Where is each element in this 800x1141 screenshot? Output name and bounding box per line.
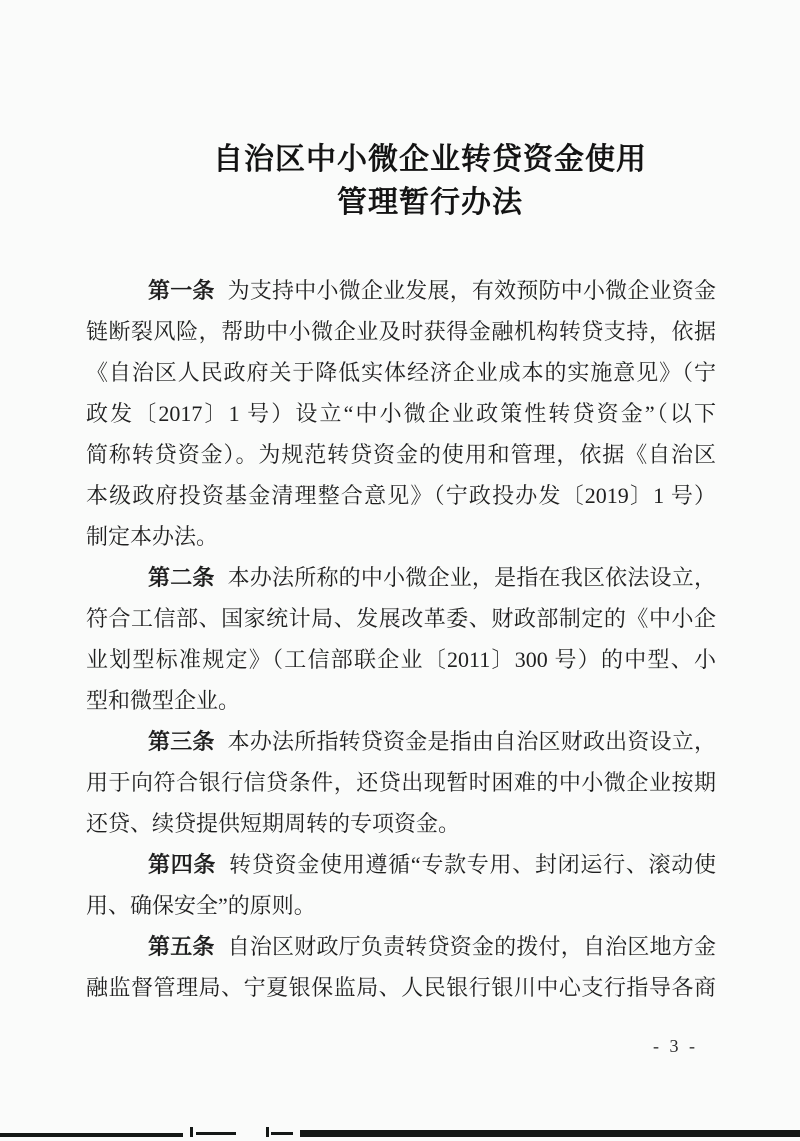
body-line [86, 270, 716, 311]
body-line [86, 844, 716, 885]
article-number: 第三条 [148, 729, 215, 754]
article-number: 第一条 [148, 278, 215, 303]
body-text: 自治区财政厅负责转贷资金的拨付，自治区地方金 [227, 934, 716, 959]
body-line: 用于向符合银行信贷条件，还贷出现暂时困难的中小微企业按期 [86, 770, 716, 795]
body-line: 链断裂风险，帮助中小微企业及时获得金融机构转贷支持，依据 [86, 319, 716, 344]
article-2 [86, 557, 716, 721]
title-line: 自治区中小微企业转贷资金使用 [213, 143, 647, 176]
body-text: 本办法所称的中小微企业，是指在我区依法设立， [227, 565, 716, 590]
body-line: 还贷、续贷提供短期周转的专项资金。 [86, 811, 461, 836]
body-line: 政发〔2017〕1 号）设立“中小微企业政策性转贷资金”（以下 [86, 401, 716, 426]
article-number: 第五条 [148, 934, 215, 959]
body-text: 转贷资金使用遵循“专款专用、封闭运行、滚动使 [229, 852, 716, 877]
body-text: 本办法所指转贷资金是指由自治区财政出资设立， [227, 729, 716, 754]
article-1 [86, 270, 716, 557]
article-number: 第二条 [148, 565, 215, 590]
body-line: 符合工信部、国家统计局、发展改革委、财政部制定的《中小企 [86, 606, 716, 631]
title-line: 管理暂行办法 [337, 186, 523, 219]
body-line [86, 721, 716, 762]
body-line: 融监督管理局、宁夏银保监局、人民银行银川中心支行指导各商 [86, 975, 716, 1000]
scan-edge-artifact [196, 1132, 236, 1135]
scan-edge-artifact [190, 1127, 193, 1137]
article-number: 第四条 [148, 852, 217, 877]
body-line: 业划型标准规定》（工信部联企业〔2011〕300 号）的中型、小 [86, 647, 716, 672]
body-line: 本级政府投资基金清理整合意见》（宁政投办发〔2019〕1 号） [86, 483, 716, 508]
article-4 [86, 844, 716, 926]
body-text: 为支持中小微企业发展，有效预防中小微企业资金 [227, 278, 716, 303]
scan-edge-artifact [266, 1127, 269, 1137]
body-line: 简称转贷资金）。为规范转贷资金的使用和管理，依据《自治区 [86, 442, 716, 467]
document-title [86, 138, 716, 224]
scan-edge-artifact [300, 1130, 800, 1137]
article-3 [86, 721, 716, 844]
body-line: 《自治区人民政府关于降低实体经济企业成本的实施意见》（宁 [86, 360, 716, 385]
body-line [86, 557, 716, 598]
article-5 [86, 926, 716, 1008]
document-body [86, 270, 716, 1008]
scan-edge-artifact [0, 1133, 183, 1137]
body-line: 制定本办法。 [86, 524, 219, 549]
body-line [86, 926, 716, 967]
scan-edge-artifact [271, 1132, 293, 1135]
body-line: 型和微型企业。 [86, 688, 241, 713]
body-line: 用、确保安全”的原则。 [86, 893, 316, 918]
page-number: - 3 - [653, 1036, 698, 1056]
